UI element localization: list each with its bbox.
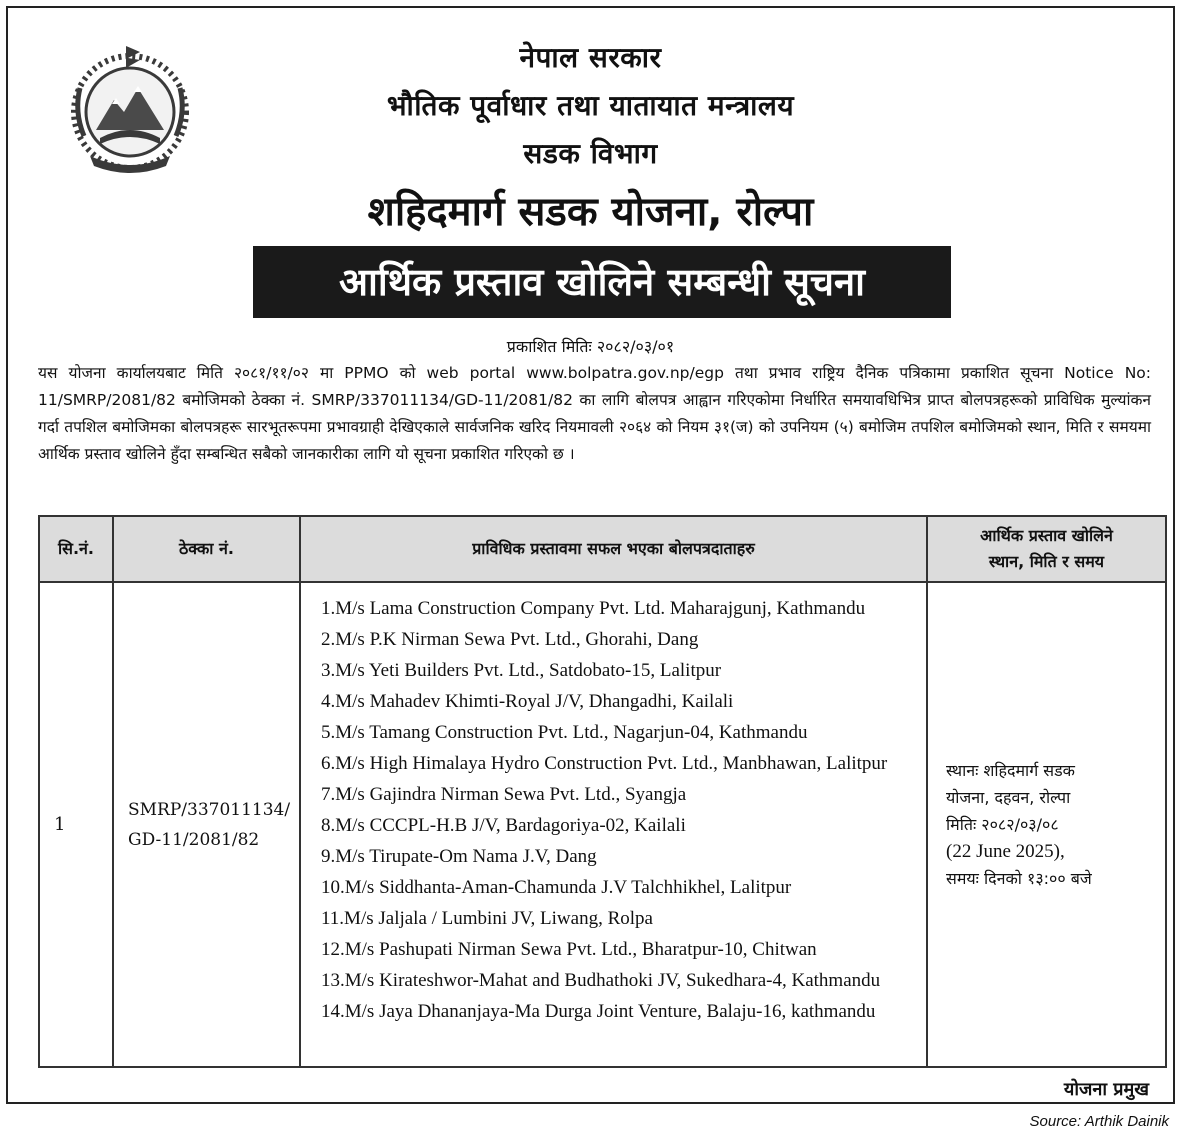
venue-date-english: (22 June 2025),: [946, 841, 1065, 862]
list-item: 6.M/s High Himalaya Hydro Construction Pvt. Ltd., Manbhawan, Lalitpur: [321, 753, 888, 774]
row-contract-number: [113, 582, 300, 1067]
list-item: 1.M/s Lama Construction Company Pvt. Ltd. Maharajgunj, Kathmandu: [321, 598, 866, 619]
project-title: शहिदमार्ग सडक योजना, रोल्पा: [367, 189, 814, 235]
bidders-list: [313, 593, 916, 1027]
document-header: [208, 34, 973, 178]
list-item: 14.M/s Jaya Dhananjaya-Ma Durga Joint Venture, Balaju-16, kathmandu: [321, 1001, 876, 1022]
venue-place-line1: स्थानः शहिदमार्ग सडक: [946, 761, 1075, 780]
notice-document: [6, 6, 1175, 1104]
row-bidders-cell: [300, 582, 927, 1067]
list-item: 11.M/s Jaljala / Lumbini JV, Liwang, Rolpa: [321, 908, 653, 929]
row-serial-number: 1: [39, 582, 113, 1067]
government-name: नेपाल सरकार: [519, 41, 662, 74]
venue-time: समयः दिनको १३:०० बजे: [946, 869, 1092, 888]
contract-line2: GD-11/2081/82: [128, 829, 260, 850]
list-item: 9.M/s Tirupate-Om Nama J.V, Dang: [321, 846, 597, 867]
list-item: 7.M/s Gajindra Nirman Sewa Pvt. Ltd., Syangja: [321, 784, 687, 805]
list-item: 8.M/s CCCPL-H.B J/V, Bardagoriya-02, Kailali: [321, 815, 686, 836]
list-item: 5.M/s Tamang Construction Pvt. Ltd., Nagarjun-04, Kathmandu: [321, 722, 808, 743]
header-venue-line2: स्थान, मिति र समय: [988, 552, 1105, 571]
department-name: सडक विभाग: [523, 137, 658, 170]
venue-place-line2: योजना, दहवन, रोल्पा: [946, 788, 1071, 807]
nepal-emblem-icon: [60, 38, 200, 178]
signature-label: योजना प्रमुख: [1063, 1079, 1149, 1100]
list-item: 4.M/s Mahadev Khimti-Royal J/V, Dhangadhi, Kailali: [321, 691, 734, 712]
list-item: 3.M/s Yeti Builders Pvt. Ltd., Satdobato-15, Lalitpur: [321, 660, 722, 681]
table-row: [39, 582, 1166, 1067]
source-credit: Source: Arthik Dainik: [1029, 1113, 1169, 1130]
row-venue-cell: [927, 582, 1166, 1067]
notice-title-banner: आर्थिक प्रस्ताव खोलिने सम्बन्धी सूचना: [253, 246, 951, 318]
list-item: 12.M/s Pashupati Nirman Sewa Pvt. Ltd., Bharatpur-10, Chitwan: [321, 939, 817, 960]
header-successful-bidders: प्राविधिक प्रस्तावमा सफल भएका बोलपत्रदाताहरु: [300, 516, 927, 582]
list-item: 2.M/s P.K Nirman Sewa Pvt. Ltd., Ghorahi, Dang: [321, 629, 699, 650]
notice-body-text: यस योजना कार्यालयबाट मिति २०८१/११/०२ मा PPMO को web portal www.bolpatra.gov.np/egp तथा प्रभाव राष्ट्रिय दैनिक पत्रिकामा प्रकाशित सूचना Notice No: 11/SMRP/2081/82 बमोजिमको ठेक्का नं. SMRP/337011134/GD-11/2081/82 का लागि बोलपत्र आह्वान गरिएकोमा निर्धारित समयावधिभित्र प्राप्त बोलपत्रहरूको प्राविधिक मुल्यांकन गर्दा तपशिल बमोजिमका बोलपत्रहरू सारभूतरूपमा प्रभावग्राही देखिएकाले सार्वजनिक खरिद नियमावली २०६४ को नियम ३१(ज) को उपनियम (५) बमोजिम तपशिल बमोजिमको स्थान, मिति र समयमा आर्थिक प्रस्ताव खोलिने हुँदा सम्बन्धित सबैको जानकारीका लागि यो सूचना प्रकाशित गरिएको छ ।: [38, 364, 1151, 463]
header-contract-number: ठेक्का नं.: [113, 516, 300, 582]
header-serial-number: सि.नं.: [39, 516, 113, 582]
bidders-table: [38, 515, 1167, 1068]
list-item: 13.M/s Kirateshwor-Mahat and Budhathoki JV, Sukedhara-4, Kathmandu: [321, 970, 881, 991]
publish-date: प्रकाशित मितिः २०८२/०३/०१: [506, 337, 675, 356]
ministry-name: भौतिक पूर्वाधार तथा यातायात मन्त्रालय: [386, 89, 795, 122]
list-item: 10.M/s Siddhanta-Aman-Chamunda J.V Talchhikhel, Lalitpur: [321, 877, 792, 898]
contract-line1: SMRP/337011134/: [128, 799, 291, 820]
venue-date: मितिः २०८२/०३/०८: [946, 815, 1059, 834]
table-header-row: [39, 516, 1166, 582]
header-opening-venue: [927, 516, 1166, 582]
header-venue-line1: आर्थिक प्रस्ताव खोलिने: [980, 526, 1113, 545]
